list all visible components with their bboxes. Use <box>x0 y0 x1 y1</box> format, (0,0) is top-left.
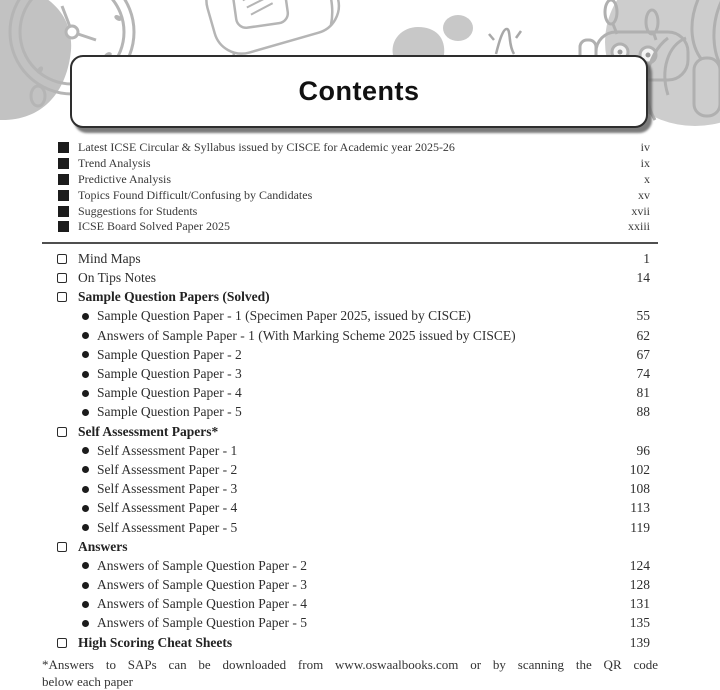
entry-label: Self Assessment Papers* <box>78 423 219 439</box>
page-number: 96 <box>636 442 650 458</box>
toc-row-sub <box>42 384 658 403</box>
toc-row-item <box>42 268 658 287</box>
entry-label: Predictive Analysis <box>78 171 171 186</box>
toc-list <box>42 249 658 652</box>
entry-label: Self Assessment Paper - 1 <box>97 442 238 458</box>
contents-body <box>42 140 658 690</box>
disc-bullet-icon <box>82 332 89 339</box>
filled-square-bullet-icon <box>58 142 69 153</box>
page-number: 88 <box>636 404 650 420</box>
entry-label: Answers of Sample Question Paper - 4 <box>97 596 307 612</box>
disc-bullet-icon <box>82 620 89 627</box>
page-number: 74 <box>636 366 650 381</box>
page-number: 135 <box>629 615 650 631</box>
filled-square-bullet-icon <box>58 158 69 169</box>
disc-bullet-icon <box>82 524 89 531</box>
page-number: xxiii <box>627 219 650 234</box>
toc-row-sub <box>42 556 658 575</box>
page-number: 62 <box>636 327 650 343</box>
page-number: 139 <box>629 634 650 650</box>
page-number: 102 <box>629 461 650 477</box>
open-square-bullet-icon <box>57 427 67 437</box>
entry-label: On Tips Notes <box>78 270 157 286</box>
toc-row-sub <box>42 480 658 499</box>
front-matter-row <box>42 172 658 188</box>
entry-label: Sample Question Paper - 5 <box>97 404 242 420</box>
entry-label: ICSE Board Solved Paper 2025 <box>78 219 230 234</box>
disc-bullet-icon <box>82 313 89 320</box>
open-square-bullet-icon <box>57 273 67 283</box>
entry-label: Sample Question Paper - 3 <box>97 366 242 381</box>
toc-row-sub <box>42 575 658 594</box>
entry-label: Answers of Sample Question Paper - 5 <box>97 615 307 631</box>
disc-bullet-icon <box>82 486 89 493</box>
toc-row-sub <box>42 307 658 326</box>
toc-row-sub <box>42 326 658 345</box>
entry-label: Sample Question Paper - 2 <box>97 346 242 362</box>
front-matter-list <box>42 140 658 235</box>
page-title: Contents <box>298 76 420 106</box>
open-square-bullet-icon <box>57 292 67 302</box>
disc-bullet-icon <box>82 447 89 454</box>
entry-label: Self Assessment Paper - 2 <box>97 461 238 477</box>
page-number: xv <box>638 187 650 202</box>
page-number: 81 <box>636 385 650 401</box>
footnote <box>42 657 658 690</box>
page-number: 14 <box>636 270 650 286</box>
front-matter-row <box>42 140 658 156</box>
entry-label: Latest ICSE Circular & Syllabus issued by CISCE for Academic year 2025-26 <box>78 140 455 155</box>
entry-label: Trend Analysis <box>78 156 151 171</box>
entry-label: Answers of Sample Question Paper - 2 <box>97 557 307 573</box>
disc-bullet-icon <box>82 505 89 512</box>
entry-label: Topics Found Difficult/Confusing by Candidates <box>78 187 313 202</box>
page-number: ix <box>640 156 650 171</box>
entry-label: Sample Question Papers (Solved) <box>78 289 270 305</box>
page-number: 108 <box>629 481 650 497</box>
entry-label: Self Assessment Paper - 3 <box>97 481 238 497</box>
footnote-line-1: *Answers to SAPs can be downloaded from www.oswaalbooks.com or by scanning the QR code <box>42 657 658 673</box>
page-number: 67 <box>636 346 650 362</box>
open-square-bullet-icon <box>57 638 67 648</box>
toc-row-sub <box>42 345 658 364</box>
entry-label: Sample Question Paper - 1 (Specimen Paper 2025, issued by CISCE) <box>97 308 471 324</box>
entry-label: Answers of Sample Paper - 1 (With Marking Scheme 2025 issued by CISCE) <box>97 327 516 343</box>
toc-row-section <box>42 422 658 441</box>
page-number: 1 <box>643 250 650 266</box>
entry-label: Self Assessment Paper - 5 <box>97 519 238 535</box>
toc-row-sub <box>42 364 658 383</box>
toc-row-sub <box>42 595 658 614</box>
page-number: 55 <box>636 308 650 324</box>
page-number: xvii <box>631 203 650 218</box>
filled-square-bullet-icon <box>58 174 69 185</box>
toc-row-sub <box>42 441 658 460</box>
sparkle-icon <box>489 29 521 54</box>
entry-label: Self Assessment Paper - 4 <box>97 500 238 516</box>
page-number: 119 <box>630 519 650 535</box>
toc-row-section <box>42 537 658 556</box>
entry-label: Suggestions for Students <box>78 203 198 218</box>
disc-bullet-icon <box>82 601 89 608</box>
page-number: 131 <box>629 596 650 612</box>
open-square-bullet-icon <box>57 254 67 264</box>
filled-square-bullet-icon <box>58 206 69 217</box>
front-matter-row <box>42 219 658 235</box>
front-matter-row <box>42 187 658 203</box>
front-matter-row <box>42 156 658 172</box>
disc-bullet-icon <box>82 371 89 378</box>
entry-label: High Scoring Cheat Sheets <box>78 634 233 650</box>
page-number: 124 <box>629 557 650 573</box>
page-number: iv <box>640 140 650 155</box>
entry-label: Answers of Sample Question Paper - 3 <box>97 577 307 593</box>
toc-row-section <box>42 288 658 307</box>
toc-row-sub <box>42 518 658 537</box>
entry-label: Answers <box>78 538 128 554</box>
disc-bullet-icon <box>82 466 89 473</box>
blob-center-shape <box>393 15 473 55</box>
disc-bullet-icon <box>82 409 89 416</box>
open-square-bullet-icon <box>57 542 67 552</box>
section-divider <box>42 242 658 245</box>
toc-row-sub <box>42 614 658 633</box>
disc-bullet-icon <box>82 562 89 569</box>
entry-label: Mind Maps <box>78 250 141 266</box>
disc-bullet-icon <box>82 390 89 397</box>
page-number: 113 <box>630 500 650 516</box>
page-number: 128 <box>629 577 650 593</box>
toc-row-item <box>42 249 658 268</box>
toc-row-sub <box>42 460 658 479</box>
toc-row-sub <box>42 499 658 518</box>
filled-square-bullet-icon <box>58 190 69 201</box>
page-number: x <box>644 171 650 186</box>
toc-row-section <box>42 633 658 652</box>
footnote-line-2: below each paper <box>42 673 133 689</box>
front-matter-row <box>42 203 658 219</box>
disc-bullet-icon <box>82 351 89 358</box>
toc-row-sub <box>42 403 658 422</box>
filled-square-bullet-icon <box>58 221 69 232</box>
disc-bullet-icon <box>82 582 89 589</box>
contents-title-box <box>70 55 648 128</box>
entry-label: Sample Question Paper - 4 <box>97 385 242 401</box>
